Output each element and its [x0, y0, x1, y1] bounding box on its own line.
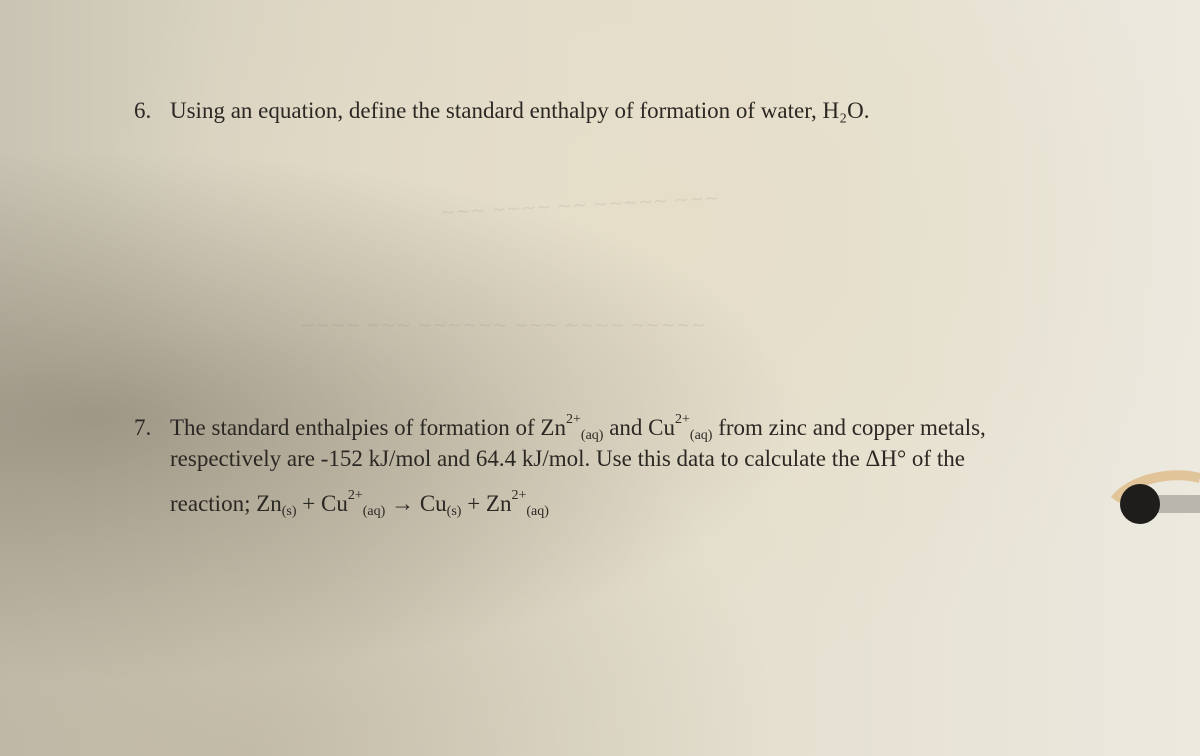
- question-6: [134, 99, 869, 122]
- question-7-line-1: [134, 412, 986, 444]
- reaction-cu-ion: + Cu: [296, 491, 348, 516]
- reaction-zn-ion-state: (aq): [526, 504, 549, 519]
- reaction-cu-state: (s): [446, 504, 462, 519]
- question-7-number: 7.: [134, 415, 152, 440]
- show-through-marks: ~~~ ~~~~ ~~ ~~~~~ ~~~: [439, 187, 720, 224]
- zn-charge: 2+: [566, 412, 581, 427]
- show-through-marks-2: ~~~~ ~~~ ~~~~~~ ~~~ ~~~~ ~~~~~: [300, 315, 706, 336]
- reaction-zn-ion: + Zn: [461, 491, 512, 516]
- question-7-line-3: [170, 488, 549, 520]
- question-6-number: 6.: [134, 98, 152, 123]
- q7-line-2-text: respectively are -152 kJ/mol and 64.4 kJ/mol. Use this data to calculate the ΔH° of the: [170, 446, 965, 471]
- question-7-line-2: [170, 446, 965, 472]
- zn-state: (aq): [580, 428, 604, 443]
- reaction-zn: reaction; Zn: [170, 491, 282, 516]
- reaction-cu-ion-state: (aq): [362, 504, 386, 519]
- question-6-text: Using an equation, define the standard enthalpy of formation of water, H₂O.: [170, 98, 870, 123]
- q7-text-a: The standard enthalpies of formation of Zn: [170, 415, 566, 440]
- reaction-cu-charge: 2+: [347, 488, 363, 503]
- q7-text-b: and Cu: [603, 415, 676, 440]
- cu-charge: 2+: [675, 412, 690, 427]
- q7-text-c: from zinc and copper metals,: [712, 415, 986, 440]
- reaction-arrow-cu: → Cu: [385, 491, 447, 516]
- cable-plug-image: [1110, 470, 1200, 530]
- cu-state: (aq): [689, 428, 713, 443]
- reaction-zn-state: (s): [281, 504, 297, 519]
- reaction-zn-charge: 2+: [511, 488, 527, 503]
